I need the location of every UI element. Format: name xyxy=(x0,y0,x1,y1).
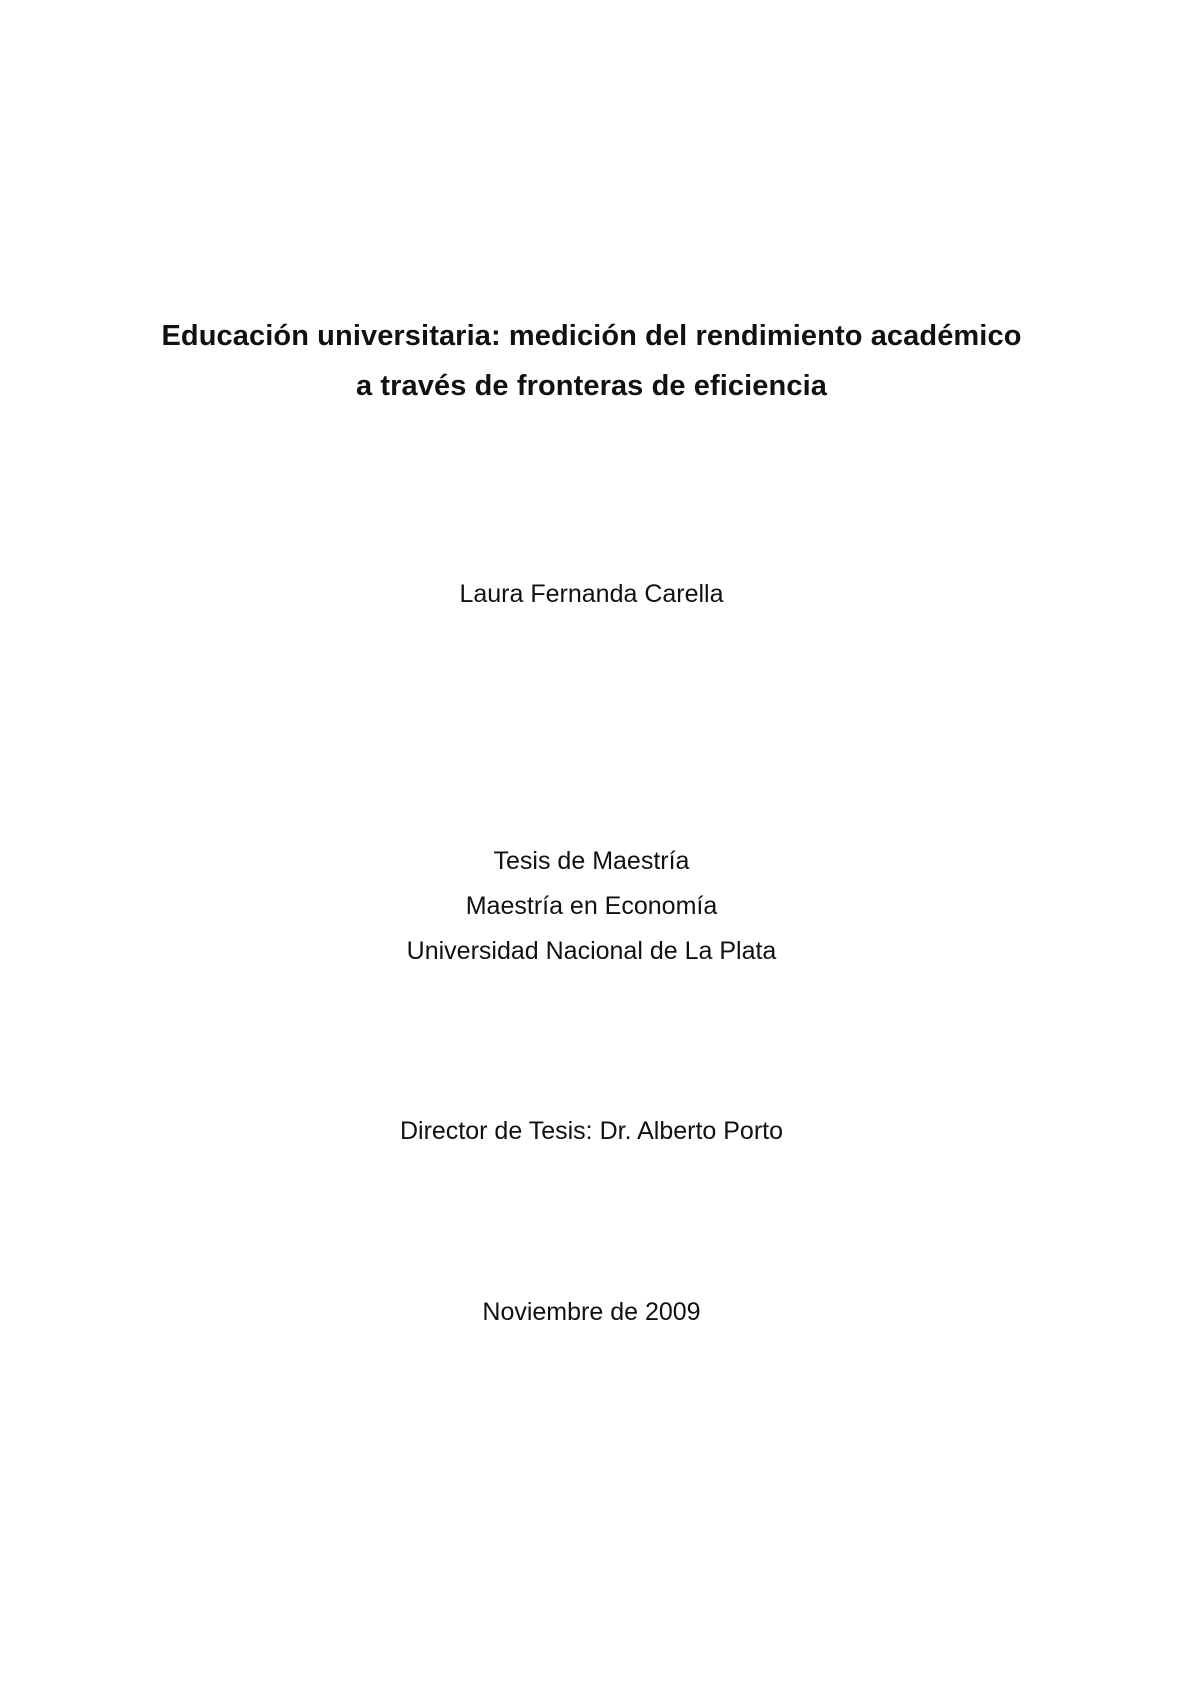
university-name: Universidad Nacional de La Plata xyxy=(406,937,777,965)
degree-program: Maestría en Economía xyxy=(465,892,718,920)
thesis-director: Director de Tesis: Dr. Alberto Porto xyxy=(399,1117,784,1145)
thesis-title-line-1: Educación universitaria: medición del rendimiento académico xyxy=(161,320,1022,352)
thesis-title-line-2: a través de fronteras de eficiencia xyxy=(356,370,827,402)
author-name: Laura Fernanda Carella xyxy=(459,580,724,608)
degree-type: Tesis de Maestría xyxy=(493,847,690,875)
submission-date: Noviembre de 2009 xyxy=(482,1298,701,1326)
